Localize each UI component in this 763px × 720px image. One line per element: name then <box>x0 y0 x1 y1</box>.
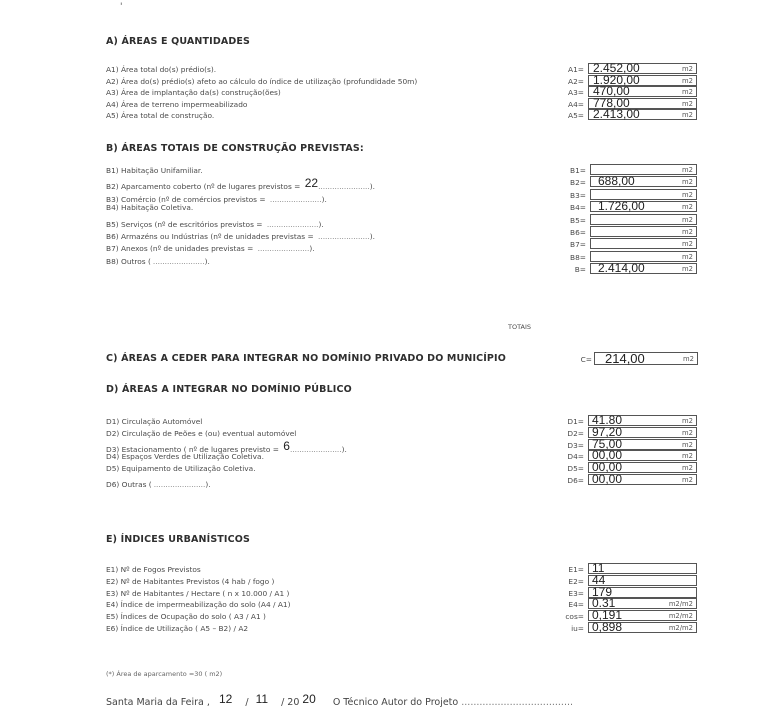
row-code: D1= <box>567 417 584 426</box>
row-label <box>106 88 281 97</box>
row-code: E2= <box>568 576 584 586</box>
row-label <box>106 166 203 175</box>
row-value: 1.920,00 <box>593 72 640 87</box>
row-code: B7= <box>570 240 586 250</box>
fill-line: ...................... <box>257 244 310 254</box>
label-text: D3) Estacionamento ( nº de lugares previsto = <box>106 444 282 454</box>
label-suffix: ). <box>369 232 375 241</box>
fill-line: ...................... <box>269 194 322 204</box>
row-label <box>106 429 296 438</box>
row-label <box>106 100 247 109</box>
row-unit: m2 <box>682 190 693 199</box>
label-suffix: ). <box>321 194 327 204</box>
footer-year-prefix: / 20 <box>281 697 300 708</box>
row-label <box>106 612 266 621</box>
label-text: B1) Habitação Unifamiliar. <box>106 166 203 175</box>
label-text: A4) Área de terreno impermeabilizado <box>106 99 248 109</box>
section-d-title: D) ÁREAS A INTEGRAR NO DOMÍNIO PÚBLICO <box>106 384 352 395</box>
fill-line: ...................... <box>289 444 342 454</box>
row-code: A4= <box>568 99 584 109</box>
row-unit: m2 <box>682 265 693 274</box>
label-text: D5) Equipamento de Utilização Coletiva. <box>106 464 256 474</box>
label-text: A5) Área total de construção. <box>106 111 215 120</box>
footer-month: 11 <box>255 692 269 706</box>
row-unit: m2 <box>682 203 693 212</box>
label-suffix: ). <box>309 244 315 254</box>
label-text: B5) Serviços (nº de escritórios previstos = <box>106 219 265 229</box>
label-text: D6) Outras ( <box>106 480 152 489</box>
row-label <box>106 600 291 609</box>
label-text: D4) Espaços Verdes de Utilização Coletiva. <box>106 452 264 462</box>
section-a-title: A) ÁREAS E QUANTIDADES <box>106 36 251 47</box>
value-c: 214,00 <box>605 351 645 366</box>
label-text: A2) Área do(s) prédio(s) afeto ao cálculo do índice de utilização (profundidade 50m) <box>106 76 418 86</box>
label-suffix: ). <box>341 444 347 454</box>
row-code: B3= <box>570 190 586 200</box>
row-unit: m2 <box>682 476 693 484</box>
footer-line <box>106 694 573 708</box>
row-value: 688,00 <box>598 174 635 189</box>
label-text: B6) Armazéns ou Indústrias (nº de unidades previstas = <box>106 232 316 241</box>
row-unit: m2 <box>682 452 693 461</box>
row-value: 00,00 <box>592 472 623 486</box>
row-unit: m2/m2 <box>668 600 693 609</box>
row-unit: m2 <box>682 464 693 473</box>
row-code: E1= <box>568 565 584 574</box>
label-suffix: ). <box>369 182 375 192</box>
label-text: D1) Circulação Automóvel <box>106 417 203 426</box>
row-unit: m2 <box>682 76 693 85</box>
row-label <box>106 65 216 74</box>
row-code: B8= <box>570 252 586 262</box>
label-text: B4) Habitação Coletiva. <box>106 203 194 213</box>
row-value: 2.414,00 <box>598 261 645 276</box>
row-value: 0.31 <box>592 596 616 611</box>
fill-line: ...................... <box>153 480 206 489</box>
label-text: E5) Índices de Ocupação do solo ( A3 / A1 ) <box>106 612 266 622</box>
label-suffix: ). <box>204 256 210 266</box>
row-value: 778,00 <box>593 95 630 110</box>
row-value: 00,00 <box>592 460 623 475</box>
row-unit: m2 <box>682 215 693 224</box>
row-code: D2= <box>567 428 584 438</box>
label-text: B3) Comércio (nº de comércios previstos = <box>106 194 268 204</box>
row-value: 11 <box>592 561 605 575</box>
footer-author: O Técnico Autor do Projeto <box>332 697 459 708</box>
row-label <box>106 452 264 461</box>
label-text: B7) Anexos (nº de unidades previstas = <box>106 244 256 254</box>
label-text: E3) Nº de Habitantes / Hectare ( n x 10.000 / A1 ) <box>106 588 290 598</box>
code-c: C= <box>580 355 592 364</box>
row-code: D4= <box>567 452 584 462</box>
footer-place: Santa Maria da Feira , <box>106 697 210 708</box>
signature-line: ..................................... <box>461 697 573 708</box>
row-label <box>106 253 210 267</box>
row-code: B= <box>574 265 586 275</box>
row-code: B2= <box>570 178 586 188</box>
row-label <box>106 464 256 473</box>
row-label <box>106 203 193 212</box>
row-unit: m2 <box>682 440 693 449</box>
row-value: 2.413,00 <box>593 107 640 121</box>
footer-year: 20 <box>302 692 316 706</box>
fill-line: ...................... <box>318 182 370 192</box>
section-b-title: B) ÁREAS TOTAIS DE CONSTRUÇÃO PREVISTAS: <box>106 143 364 154</box>
row-value: 0,191 <box>592 608 623 623</box>
row-label <box>106 476 211 490</box>
row-value: 1.726,00 <box>598 199 645 214</box>
row-unit: m2 <box>682 111 693 119</box>
row-code: cos= <box>565 612 584 622</box>
row-unit: m2 <box>682 228 693 236</box>
row-value: 2.452,00 <box>593 61 640 75</box>
row-value: 0,898 <box>592 620 623 634</box>
row-unit: m2 <box>682 252 693 261</box>
row-unit: m2/m2 <box>668 612 693 621</box>
unit-c: m2 <box>683 355 694 363</box>
section-c-title: C) ÁREAS A CEDER PARA INTEGRAR NO DOMÍNIO PRIVADO DO MUNICÍPIO <box>106 353 506 364</box>
row-unit: m2 <box>682 88 693 96</box>
row-unit: m2 <box>682 428 693 437</box>
row-value: 00,00 <box>592 448 623 463</box>
row-value: 470,00 <box>593 84 630 98</box>
row-value: 75,00 <box>592 436 623 451</box>
row-code: D5= <box>567 464 584 474</box>
row-unit: m2 <box>682 65 693 73</box>
handwritten-fill: 6 <box>283 438 290 453</box>
row-label <box>106 589 289 598</box>
label-text: A1) Área total do(s) prédio(s). <box>106 65 217 74</box>
label-text: B2) Aparcamento coberto (nº de lugares previstos = <box>106 182 303 192</box>
row-label <box>106 565 201 574</box>
row-code: D6= <box>567 476 584 485</box>
row-label <box>106 577 274 586</box>
fill-line: ...................... <box>152 256 205 266</box>
row-label <box>106 624 248 633</box>
label-suffix: ). <box>318 219 324 229</box>
row-code: iu= <box>571 624 584 633</box>
totals-label: TOTAIS <box>508 323 532 331</box>
stray-mark: ' <box>120 2 123 12</box>
footnote: (*) Área de aparcamento =30 ( m2) <box>106 670 223 678</box>
row-unit: m2 <box>682 166 693 174</box>
row-value: 44 <box>592 572 606 587</box>
row-unit: m2 <box>682 178 693 187</box>
row-label <box>106 77 417 86</box>
row-code: E3= <box>568 588 584 598</box>
row-unit: m2/m2 <box>668 624 693 632</box>
footer-sep1: / <box>245 697 249 708</box>
label-text: D2) Circulação de Peões e (ou) eventual automóvel <box>106 428 297 438</box>
label-text: E4) Índice de impermeabilização do solo (A4 / A1) <box>106 600 291 610</box>
label-text: E6) Índice de Utilização ( A5 – B2) / A2 <box>106 624 249 633</box>
row-unit: m2 <box>682 240 693 249</box>
fill-line: ...................... <box>266 219 319 229</box>
row-code: A5= <box>568 111 584 120</box>
label-text: B8) Outros ( <box>106 256 151 266</box>
row-code: B4= <box>570 203 586 213</box>
row-code: B1= <box>570 166 586 175</box>
label-text: E1) Nº de Fogos Previstos <box>106 565 201 574</box>
row-code: A3= <box>568 88 584 97</box>
footer-day: 12 <box>218 692 233 706</box>
label-text: A3) Área de implantação da(s) construção(ões) <box>106 88 281 97</box>
row-code: B6= <box>570 228 586 237</box>
row-value: 97,20 <box>592 424 623 439</box>
handwritten-fill: 22 <box>304 176 319 191</box>
row-value: 179 <box>592 584 613 599</box>
row-code: B5= <box>570 215 586 225</box>
row-unit: m2 <box>682 417 693 425</box>
row-code: D3= <box>567 440 584 450</box>
label-suffix: ). <box>205 480 211 489</box>
row-code: E4= <box>568 600 584 610</box>
row-label <box>106 417 202 426</box>
fill-line: ...................... <box>318 232 370 241</box>
section-e-title: E) ÍNDICES URBANÍSTICOS <box>106 534 250 545</box>
row-code: A1= <box>568 65 584 74</box>
row-label <box>106 111 214 120</box>
row-code: A2= <box>568 76 584 86</box>
row-unit: m2 <box>682 99 693 108</box>
row-value: 41.80 <box>592 413 623 427</box>
label-text: E2) Nº de Habitantes Previstos (4 hab / fogo ) <box>106 576 275 586</box>
